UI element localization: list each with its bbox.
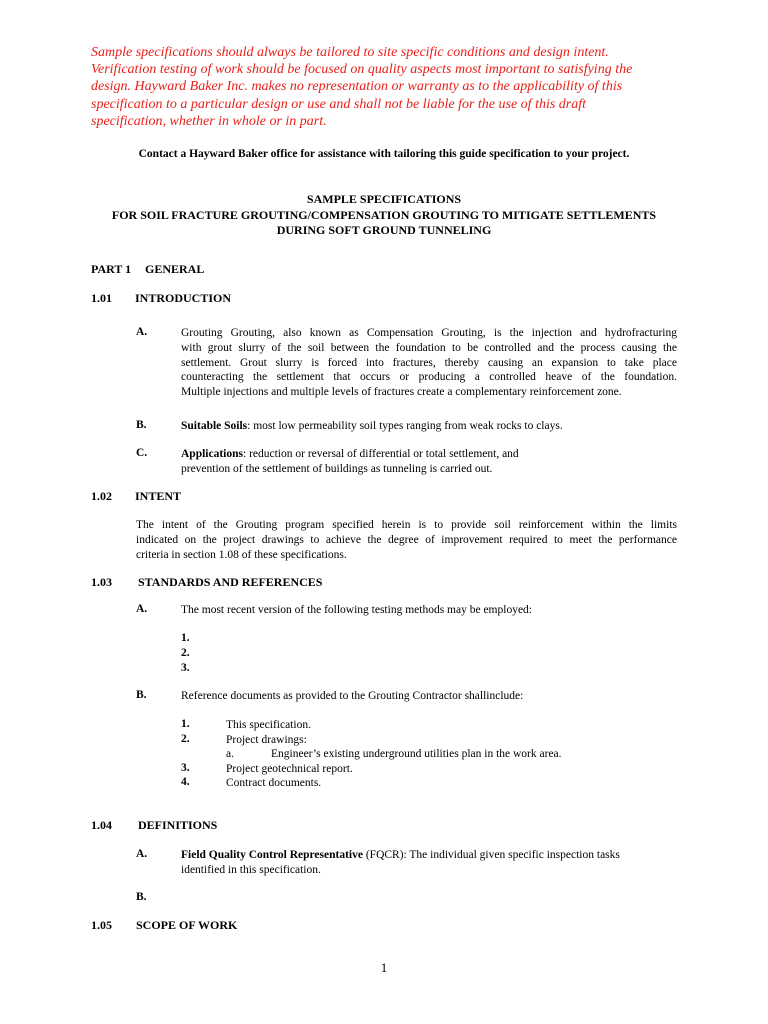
document-title [0,192,768,239]
part-number: PART 1 [91,262,132,276]
section-title: INTENT [135,489,182,503]
disclaimer [91,44,691,130]
paragraph-line: Grouting Grouting, also known as Compensation Grouting, is the injection and hydrofracturing [181,327,677,339]
paragraph-line: criteria in section 1.08 of these specifications. [136,548,347,561]
intent-paragraph [136,518,677,562]
list-item: Project drawings: [226,734,307,746]
section-number: 1.03 [91,575,112,589]
term: Applications [181,448,243,460]
applications-text [181,447,519,477]
reference-documents-text: Reference documents as provided to the Grouting Contractor shallinclude: [181,690,524,702]
fqcr-definition [181,848,620,878]
sub-list-letter: a. [226,748,234,760]
term-description: (FQCR): The individual given specific inspection tasks [362,849,620,861]
disclaimer-line: specification to a particular design or use and shall not be liable for the use of this draft [91,96,587,112]
item-label: B. [136,891,147,903]
disclaimer-line: design. Hayward Baker Inc. makes no representation or warranty as to the applicability of this [91,79,623,95]
term: Suitable Soils [181,420,248,432]
term: Field Quality Control Representative [181,849,363,861]
title-line-2: FOR SOIL FRACTURE GROUTING/COMPENSATION GROUTING TO MITIGATE SETTLEMENTS [111,207,657,222]
section-title: SCOPE OF WORK [136,918,238,932]
paragraph-line: Multiple injections and multiple levels of fractures create a complementary reinforcement zone. [181,386,622,399]
contact-note: Contact a Hayward Baker office for assistance with tailoring this guide specification to your project. [138,148,630,160]
item-label: A. [136,326,148,338]
item-label: A. [136,848,148,860]
paragraph-line: prevention of the settlement of buildings as tunneling is carried out. [181,462,493,475]
item-label: B. [136,419,147,431]
paragraph-line: with grout slurry of the soil between the foundation to be controlled and the process causing the [181,341,677,354]
section-number: 1.04 [91,818,112,832]
list-number: 1. [181,632,190,644]
list-item: Contract documents. [226,777,322,789]
list-number: 3. [181,762,190,774]
title-line-3: DURING SOFT GROUND TUNNELING [276,223,492,237]
item-label: B. [136,689,147,701]
section-title: DEFINITIONS [138,818,218,832]
part-title: GENERAL [145,262,205,276]
section-number: 1.01 [91,291,112,305]
disclaimer-line: Verification testing of work should be focused on quality aspects most important to satisfying the [91,62,633,78]
section-number: 1.02 [91,489,112,503]
section-title: INTRODUCTION [135,291,232,305]
disclaimer-line: specification, whether in whole or in part. [91,113,327,129]
introduction-paragraph [181,326,677,400]
list-item: Project geotechnical report. [226,763,353,775]
testing-methods-text: The most recent version of the following testing methods may be employed: [181,604,532,616]
section-title: STANDARDS AND REFERENCES [138,575,323,589]
paragraph-line: settlement. Grout slurry is forced into fractures, thereby causing an expansion to take place [181,356,677,369]
paragraph-line: indicated on the project drawings to achieve the degree of improvement required to meet the performance [136,533,677,546]
item-label: A. [136,603,148,615]
list-number: 2. [181,733,190,745]
page-number: 1 [380,960,388,975]
disclaimer-line: Sample specifications should always be tailored to site specific conditions and design intent. [91,45,609,60]
term-description: : reduction or reversal of differential or total settlement, and [243,448,519,460]
paragraph-line: identified in this specification. [181,863,321,876]
paragraph-line: The intent of the Grouting program specified herein is to provide soil reinforcement within the limits [136,519,677,531]
sub-list-item: Engineer’s existing underground utilities plan in the work area. [271,748,562,760]
list-item: This specification. [226,719,311,731]
paragraph-line: counteracting the settlement that occurs or producing a controlled heave of the foundation. [181,371,677,384]
list-number: 4. [181,776,190,788]
list-number: 2. [181,647,190,659]
term-description: : most low permeability soil types ranging from weak rocks to clays. [247,420,563,432]
title-line-1: SAMPLE SPECIFICATIONS [306,192,462,206]
list-number: 1. [181,718,190,730]
suitable-soils-text [181,419,563,434]
item-label: C. [136,447,148,459]
list-number: 3. [181,662,190,674]
section-number: 1.05 [91,918,112,932]
